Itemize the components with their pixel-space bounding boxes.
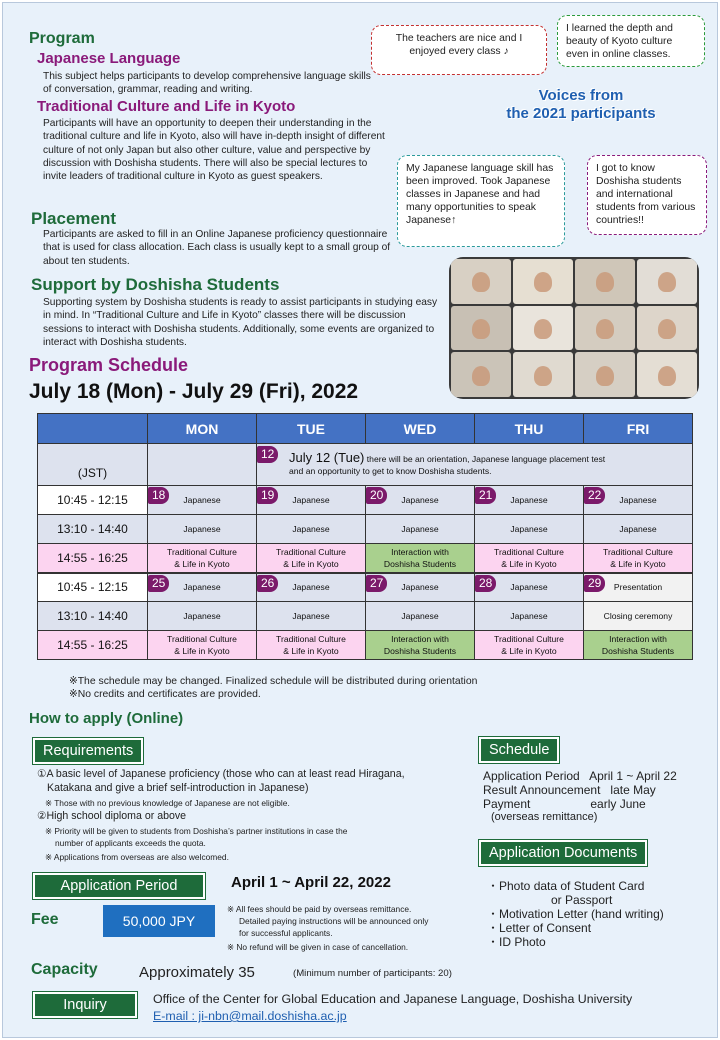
class-cell: 18 Japanese	[148, 486, 257, 515]
capacity-value: Approximately 35	[139, 964, 255, 981]
class-cell: Traditional Culture & Life in Kyoto	[257, 544, 366, 573]
credits-note: ※No credits and certificates are provided.	[69, 689, 261, 700]
day-number: 26	[257, 575, 278, 592]
class-cell: Japanese	[148, 602, 257, 631]
doc-item: or Passport	[551, 893, 613, 907]
result-announcement-line: Result Announcement late May	[483, 783, 656, 797]
requirements-label: Requirements	[33, 738, 143, 764]
class-cell: Japanese	[148, 515, 257, 544]
day-header: TUE	[257, 414, 366, 444]
class-cell: Traditional Culture & Life in Kyoto	[148, 544, 257, 573]
application-period-line: Application Period April 1 ~ April 22	[483, 769, 677, 783]
placement-heading: Placement	[31, 209, 117, 228]
program-dates: July 18 (Mon) - July 29 (Fri), 2022	[29, 380, 359, 403]
program-schedule-heading: Program Schedule	[29, 355, 189, 375]
schedule-table	[37, 413, 693, 660]
voice-bubble-kyoto-culture: I learned the depth and beauty of Kyoto culture even in online classes.	[557, 15, 705, 67]
class-cell: Japanese	[366, 515, 475, 544]
application-period-label: Application Period	[33, 873, 205, 899]
class-cell: 19 Japanese	[257, 486, 366, 515]
class-cell: 22 Japanese	[584, 486, 693, 515]
day-number: 28	[475, 575, 496, 592]
class-cell: Japanese	[475, 515, 584, 544]
time-slot: 14:55 - 16:25	[38, 631, 148, 660]
day-number: 27	[366, 575, 387, 592]
online-class-photo	[449, 257, 699, 399]
day-number: 21	[475, 487, 496, 504]
voices-title: Voices from the 2021 participants	[506, 87, 656, 122]
voice-bubble-friends: I got to know Doshisha students and international students from various countries!!	[587, 155, 707, 235]
class-cell: Traditional Culture & Life in Kyoto	[148, 631, 257, 660]
day-header: WED	[366, 414, 475, 444]
class-cell: Japanese	[257, 515, 366, 544]
japanese-language-heading: Japanese Language	[37, 50, 181, 67]
flyer-page	[2, 2, 718, 1038]
class-cell: Traditional Culture & Life in Kyoto	[475, 544, 584, 573]
doc-item: ・Photo data of Student Card	[487, 879, 645, 893]
day-number: 22	[584, 487, 605, 504]
class-cell: Traditional Culture & Life in Kyoto	[257, 631, 366, 660]
inquiry-office: Office of the Center for Global Education and Japanese Language, Doshisha University	[153, 992, 633, 1006]
class-cell: 28 Japanese	[475, 573, 584, 602]
class-cell: 29 Presentation	[584, 573, 693, 602]
class-cell: Interaction with Doshisha Students	[366, 631, 475, 660]
day-number: 19	[257, 487, 278, 504]
class-cell: 27 Japanese	[366, 573, 475, 602]
capacity-label: Capacity	[31, 961, 98, 978]
placement-text: Participants are asked to fill in an Online Japanese proficiency questionnaire that is used for class allocation. Each class is usually kept to a small group of about ten students.	[43, 229, 391, 267]
schedule-label: Schedule	[479, 737, 559, 763]
orientation-text-2: and an opportunity to get to know Doshisha students.	[289, 466, 492, 476]
fee-note: for successful applicants.	[239, 928, 333, 938]
day-header: THU	[475, 414, 584, 444]
time-slot: 13:10 - 14:40	[38, 602, 148, 631]
class-cell: Japanese	[584, 515, 693, 544]
overseas-note: ※ Applications from overseas are also welcomed.	[45, 852, 229, 862]
fee-value: 50,000 JPY	[103, 905, 215, 937]
application-documents-label: Application Documents	[479, 840, 647, 866]
orientation-text: there will be an orientation, Japanese language placement test	[364, 454, 606, 464]
class-cell: 26 Japanese	[257, 573, 366, 602]
inquiry-label: Inquiry	[33, 992, 137, 1018]
inquiry-email-link[interactable]: E-mail : ji-nbn@mail.doshisha.ac.jp	[153, 1009, 347, 1023]
class-cell: Closing ceremony	[584, 602, 693, 631]
payment-line: Payment early June	[483, 797, 646, 811]
class-cell: 20 Japanese	[366, 486, 475, 515]
class-cell: Interaction with Doshisha Students	[366, 544, 475, 573]
program-heading: Program	[29, 30, 95, 47]
orientation-date: July 12 (Tue)	[289, 450, 365, 465]
empty-cell	[148, 444, 257, 486]
time-slot: 14:55 - 16:25	[38, 544, 148, 573]
fee-label: Fee	[31, 911, 59, 928]
day-header: MON	[148, 414, 257, 444]
voice-bubble-teachers: The teachers are nice and I enjoyed every class ♪	[371, 25, 547, 75]
doc-item: ・ID Photo	[487, 935, 546, 949]
class-cell: 25 Japanese	[148, 573, 257, 602]
requirement-2: ②High school diploma or above	[37, 810, 187, 822]
day-number: 20	[366, 487, 387, 504]
support-text: Supporting system by Doshisha students is ready to assist participants in studying easy in mind. In “Traditional Culture and Life in Kyoto” classes there will be discussion sessions to interact with Doshisha students. Additionally, some events are organized to interact with Doshisha students.	[43, 297, 438, 348]
remittance-line: (overseas remittance)	[491, 811, 598, 823]
day-number: 18	[148, 487, 169, 504]
fee-note: ※ All fees should be paid by overseas remittance.	[227, 904, 412, 914]
how-to-apply-heading: How to apply (Online)	[29, 710, 184, 727]
class-cell: Traditional Culture & Life in Kyoto	[475, 631, 584, 660]
class-cell: Japanese	[257, 602, 366, 631]
class-cell: Japanese	[475, 602, 584, 631]
support-heading: Support by Doshisha Students	[31, 275, 280, 294]
day-header: FRI	[584, 414, 693, 444]
doc-item: ・Letter of Consent	[487, 921, 592, 935]
requirement-1-note: ※ Those with no previous knowledge of Japanese are not eligible.	[45, 798, 290, 808]
traditional-culture-heading: Traditional Culture and Life in Kyoto	[37, 98, 296, 115]
schedule-note: ※The schedule may be changed. Finalized schedule will be distributed during orientation	[69, 676, 478, 687]
day-number: 25	[148, 575, 169, 592]
day-number: 29	[584, 575, 605, 592]
fee-note: ※ No refund will be given in case of cancellation.	[227, 942, 409, 952]
capacity-note: (Minimum number of participants: 20)	[293, 968, 452, 979]
time-slot: 13:10 - 14:40	[38, 515, 148, 544]
requirement-1: ①A basic level of Japanese proficiency (those who can at least read Hiragana,	[37, 768, 405, 780]
time-slot: 10:45 - 12:15	[38, 486, 148, 515]
doc-item: ・Motivation Letter (hand writing)	[487, 907, 664, 921]
time-slot: 10:45 - 12:15	[38, 573, 148, 602]
table-corner	[38, 414, 148, 444]
japanese-language-text: This subject helps participants to develop comprehensive language skills of conversation, grammar, reading and writing.	[43, 71, 371, 96]
class-cell: 21 Japanese	[475, 486, 584, 515]
fee-note: Detailed paying instructions will be announced only	[239, 916, 429, 926]
priority-note: ※ Priority will be given to students from Doshisha’s partner institutions in case the	[45, 826, 348, 836]
requirement-1-cont: Katakana and give a brief self-introduction in Japanese)	[47, 782, 309, 794]
voice-bubble-language-skill: My Japanese language skill has been improved. Took Japanese classes in Japanese and had many opportunities to speak Japanese↑	[397, 155, 565, 247]
class-cell: Japanese	[366, 602, 475, 631]
orientation-cell	[257, 444, 693, 486]
class-cell: Interaction with Doshisha Students	[584, 631, 693, 660]
priority-note-cont: number of applicants exceeds the quota.	[55, 838, 206, 848]
traditional-culture-text: Participants will have an opportunity to deepen their understanding in the traditional culture and life in Kyoto, also will have in-depth insight of different culture of not only Japan but also other culture, value and perspective by discussion with Doshisha students. There will also be special lectures to invite leaders of traditional culture in Kyoto as guest speakers.	[43, 118, 385, 183]
jst-label: (JST)	[38, 444, 148, 486]
class-cell: Traditional Culture & Life in Kyoto	[584, 544, 693, 573]
day-number: 12	[257, 446, 278, 463]
application-period-value: April 1 ~ April 22, 2022	[231, 874, 391, 891]
